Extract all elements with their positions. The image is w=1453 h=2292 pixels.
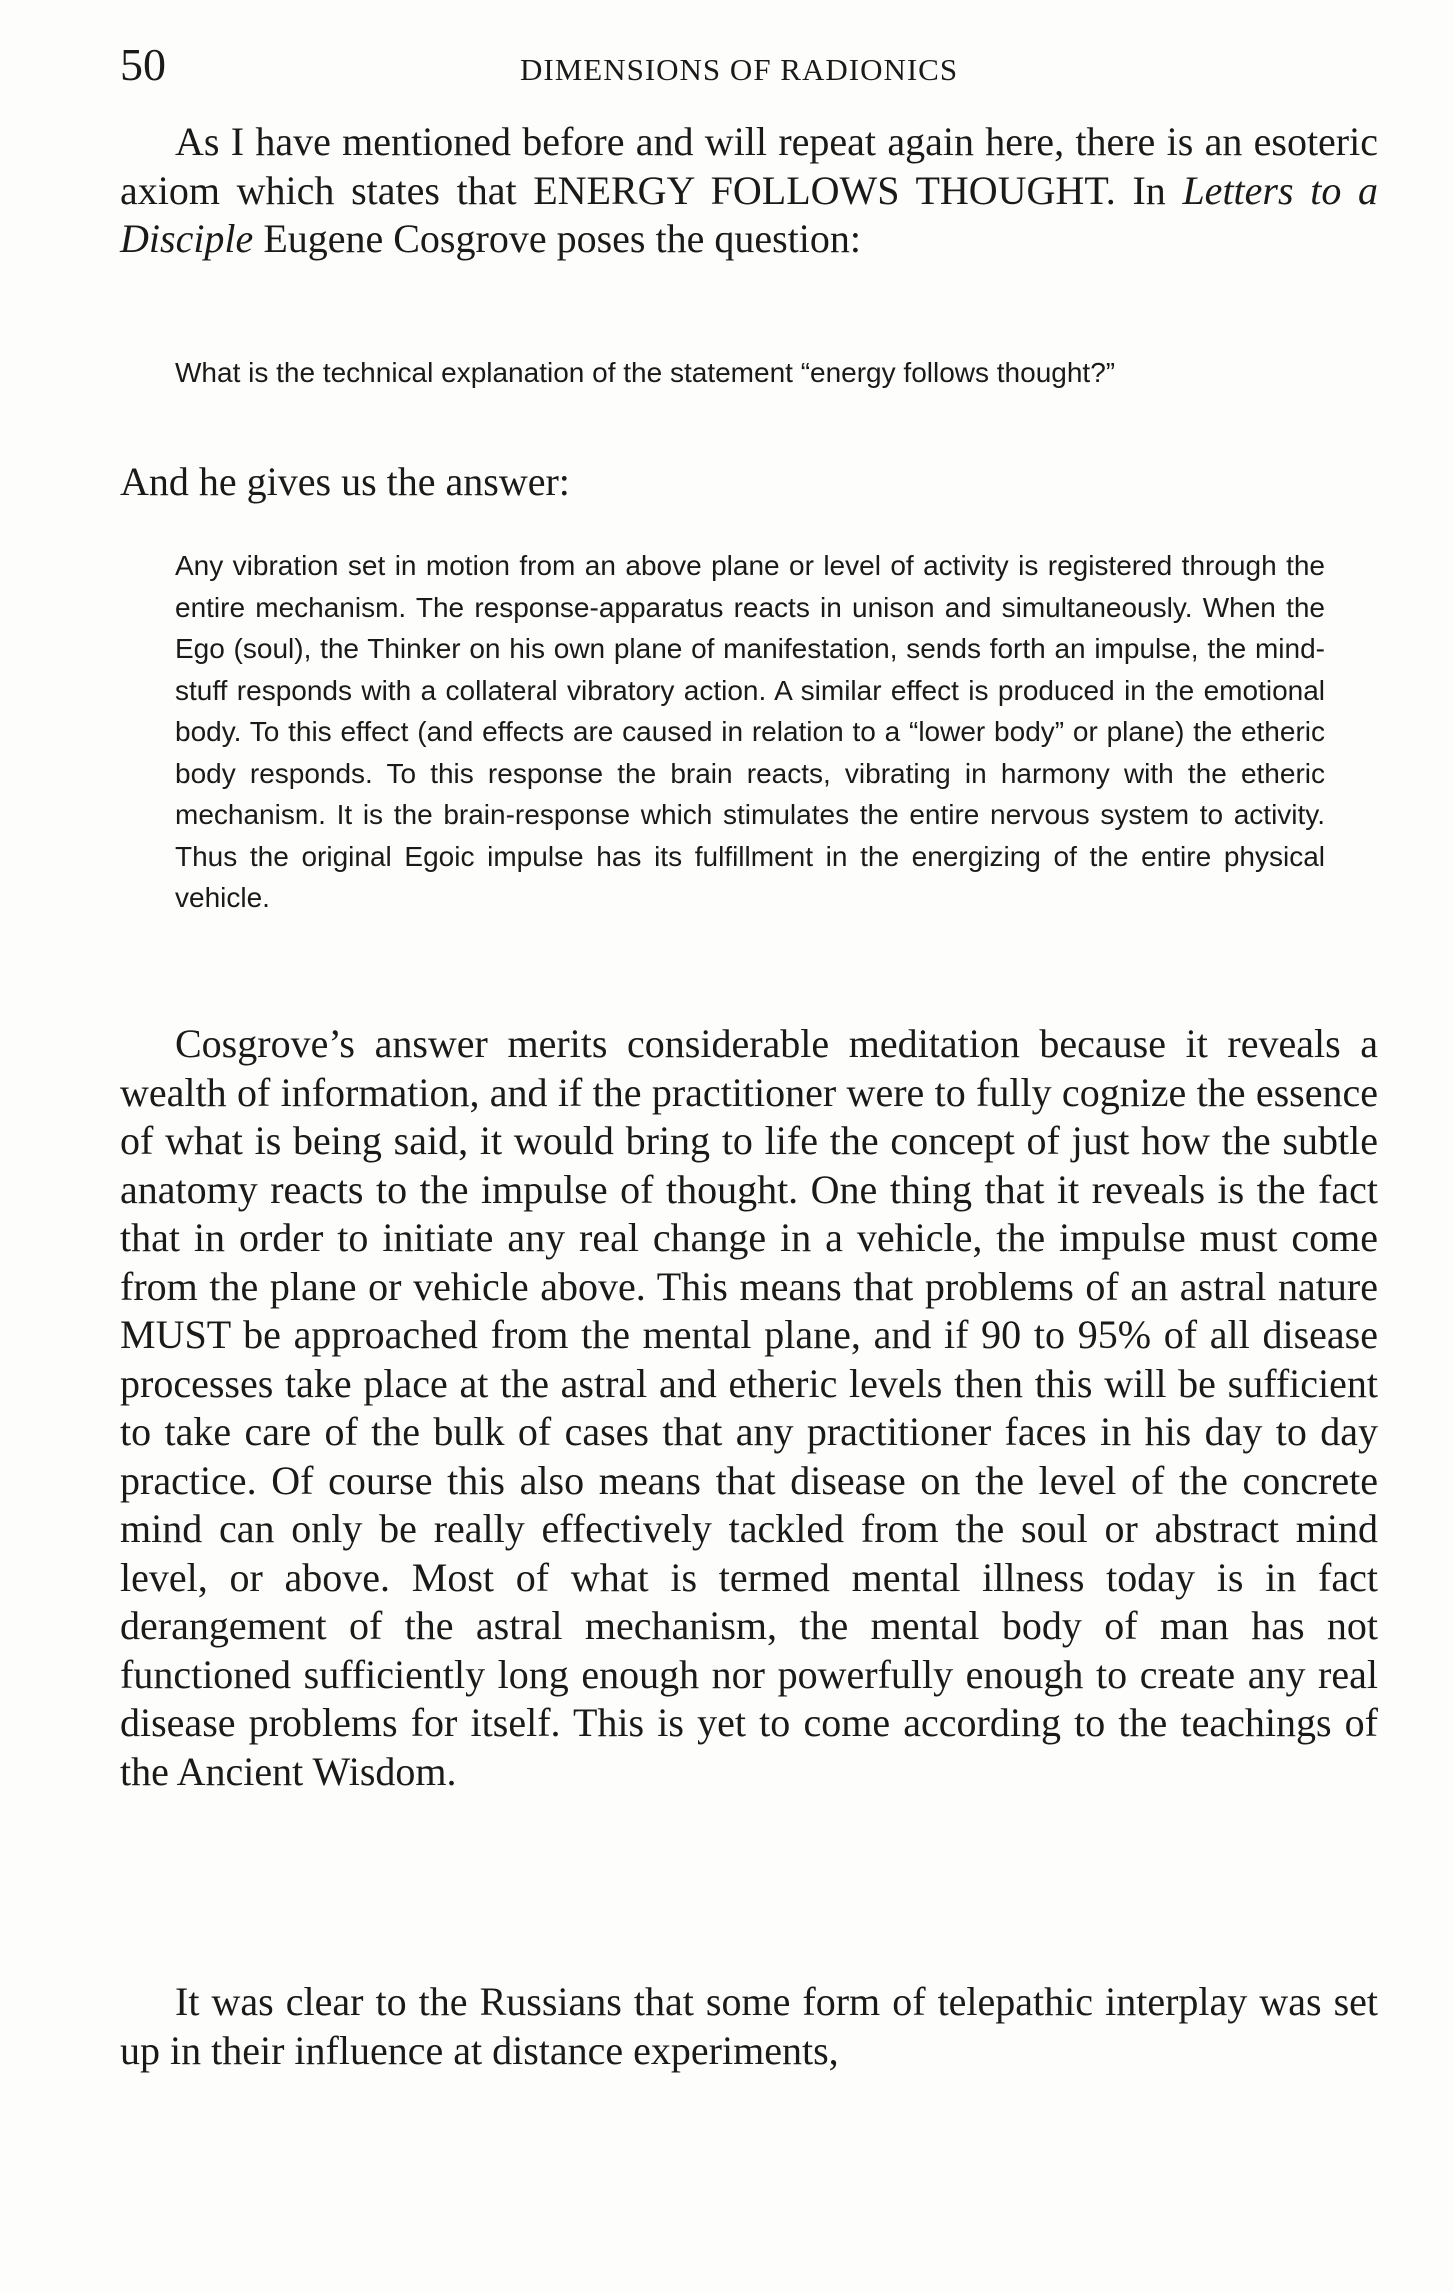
paragraph-intro-start: As I have mentioned before and will repeat again here, there is an esoteric axiom which states that ENERGY FOLLOWS THOUGHT. In (120, 119, 1378, 213)
paragraph-discussion: Cosgrove’s answer merits considerable meditation because it reveals a wealth of information, and if the practitioner were to fully cognize the essence of what is being said, it would bring to life the concept of just how the subtle anatomy reacts to the impulse of thought. One thing that it reveals is the fact that in order to initiate any real change in a vehicle, the impulse must come from the plane or vehicle above. This means that problems of an astral nature MUST be approached from the mental plane, and if 90 to 95% of all disease processes take place at the astral and etheric levels then this will be sufficient to take care of the bulk of cases that any practitioner faces in his day to day practice. Of course this also means that disease on the level of the concrete mind can only be really effectively tackled from the soul or abstract mind level, or above. Most of what is termed mental illness today is in fact derangement of the astral mechanism, the mental body of man has not functioned sufficiently long enough nor powerfully enough to create any real disease problems for itself. This is yet to come according to the teachings of the Ancient Wisdom. (120, 1021, 1378, 1794)
block-quote-answer: Any vibration set in motion from an above plane or level of activity is registered through the entire mechanism. The response-apparatus reacts in unison and simultaneously. When the Ego (soul), the Thinker on his own plane of manifestation, sends forth an impulse, the mind-stuff responds with a collateral vibratory action. A similar effect is produced in the emotional body. To this effect (and effects are caused in relation to a “lower body” or plane) the etheric body responds. To this response the brain reacts, vibrating in harmony with the etheric mechanism. It is the brain-response which stimulates the entire nervous system to activity. Thus the original Egoic impulse has its fulfillment in the energizing of the entire physical vehicle. (175, 550, 1325, 913)
page-number: 50 (120, 39, 166, 90)
block-quote-question: What is the technical explanation of the statement “energy follows thought?” (175, 357, 1116, 388)
running-head: DIMENSIONS OF RADIONICS (520, 52, 959, 87)
paragraph-answer-lead: And he gives us the answer: (120, 459, 570, 504)
paragraph-russians: It was clear to the Russians that some form of telepathic interplay was set up in their influence at distance experiments, (120, 1979, 1378, 2073)
paragraph-intro (120, 118, 1378, 264)
book-title: Letters to a Disciple (120, 167, 1378, 261)
paragraph-intro-end: Eugene Cosgrove poses the question: (253, 216, 861, 261)
